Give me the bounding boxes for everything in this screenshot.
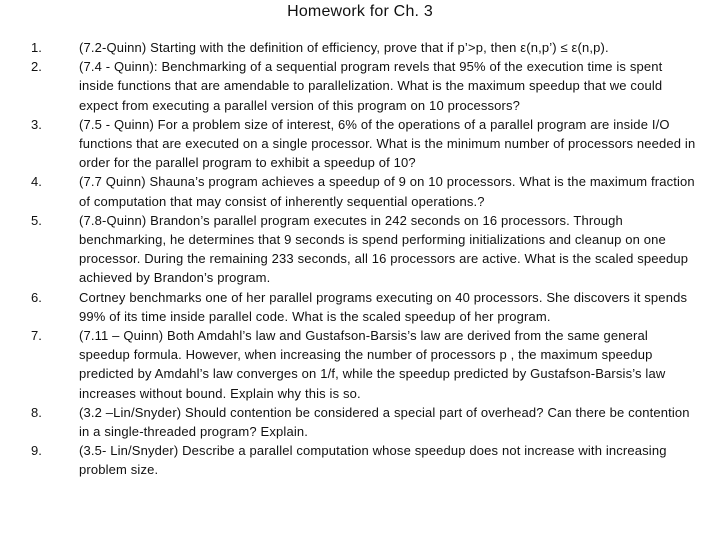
item-number: 4. <box>31 174 42 190</box>
item-text: (3.5- Lin/Snyder) Describe a parallel computation whose speedup does not increase with increasing problem size. <box>79 443 667 478</box>
list-item <box>0 288 720 326</box>
item-number: 7. <box>31 328 42 344</box>
item-text: Cortney benchmarks one of her parallel programs executing on 40 processors. She discovers it spends 99% of its time inside parallel code. What is the scaled speedup of her program. <box>79 289 688 324</box>
item-text: (7.7 Quinn) Shauna’s program achieves a speedup of 9 on 10 processors. What is the maximum fraction of computation that may consist of inherently sequential operations.? <box>79 174 695 209</box>
list-item <box>0 211 720 288</box>
list-item <box>0 57 720 115</box>
item-number: 5. <box>31 212 42 228</box>
item-number: 6. <box>31 289 42 305</box>
item-number: 1. <box>31 40 42 55</box>
item-text: (7.8-Quinn) Brandon’s parallel program executes in 242 seconds on 16 processors. Through benchmarking, he determines that 9 seconds is spend performing initializations and cleanup on one processor. During the remaining 233 seconds, all 16 processors are active. What is the scaled speedup achieved by Brandon’s program. <box>79 212 689 286</box>
list-item <box>0 441 720 479</box>
item-text: (7.2-Quinn) Starting with the definition of efficiency, prove that if p’>p, then ε(n,p’) ≤ ε(n,p). <box>79 40 609 55</box>
item-text: (7.5 - Quinn) For a problem size of interest, 6% of the operations of a parallel program are inside I/O functions that are executed on a single processor. What is the minimum number of processors needed in order for the parallel program to exhibit a speedup of 10? <box>79 116 696 171</box>
item-number: 8. <box>31 404 42 420</box>
item-number: 9. <box>31 443 42 459</box>
item-number: 3. <box>31 116 42 132</box>
item-text: (7.11 – Quinn) Both Amdahl’s law and Gustafson-Barsis’s law are derived from the same general speedup formula. However, when increasing the number of processors p , the maximum speedup predicted by Amdahl’s law converges on 1/f, while the speedup predicted by Gustafson-Barsis’s law increases without bound. Explain why this is so. <box>79 328 666 401</box>
list-item <box>0 403 720 441</box>
homework-list <box>0 38 720 480</box>
list-item <box>0 172 720 210</box>
item-number: 2. <box>31 59 42 75</box>
list-item <box>0 326 720 403</box>
document-title: Homework for Ch. 3 <box>287 3 433 20</box>
list-item <box>0 115 720 173</box>
list-item <box>0 38 720 57</box>
item-text: (7.4 - Quinn): Benchmarking of a sequential program revels that 95% of the execution time is spent inside functions that are amendable to parallelization. What is the maximum speedup that we could expect from executing a parallel version of this program on 10 processors? <box>79 59 663 113</box>
item-text: (3.2 –Lin/Snyder) Should contention be considered a special part of overhead? Can there be contention in a single-threaded program? Explain. <box>79 404 690 440</box>
